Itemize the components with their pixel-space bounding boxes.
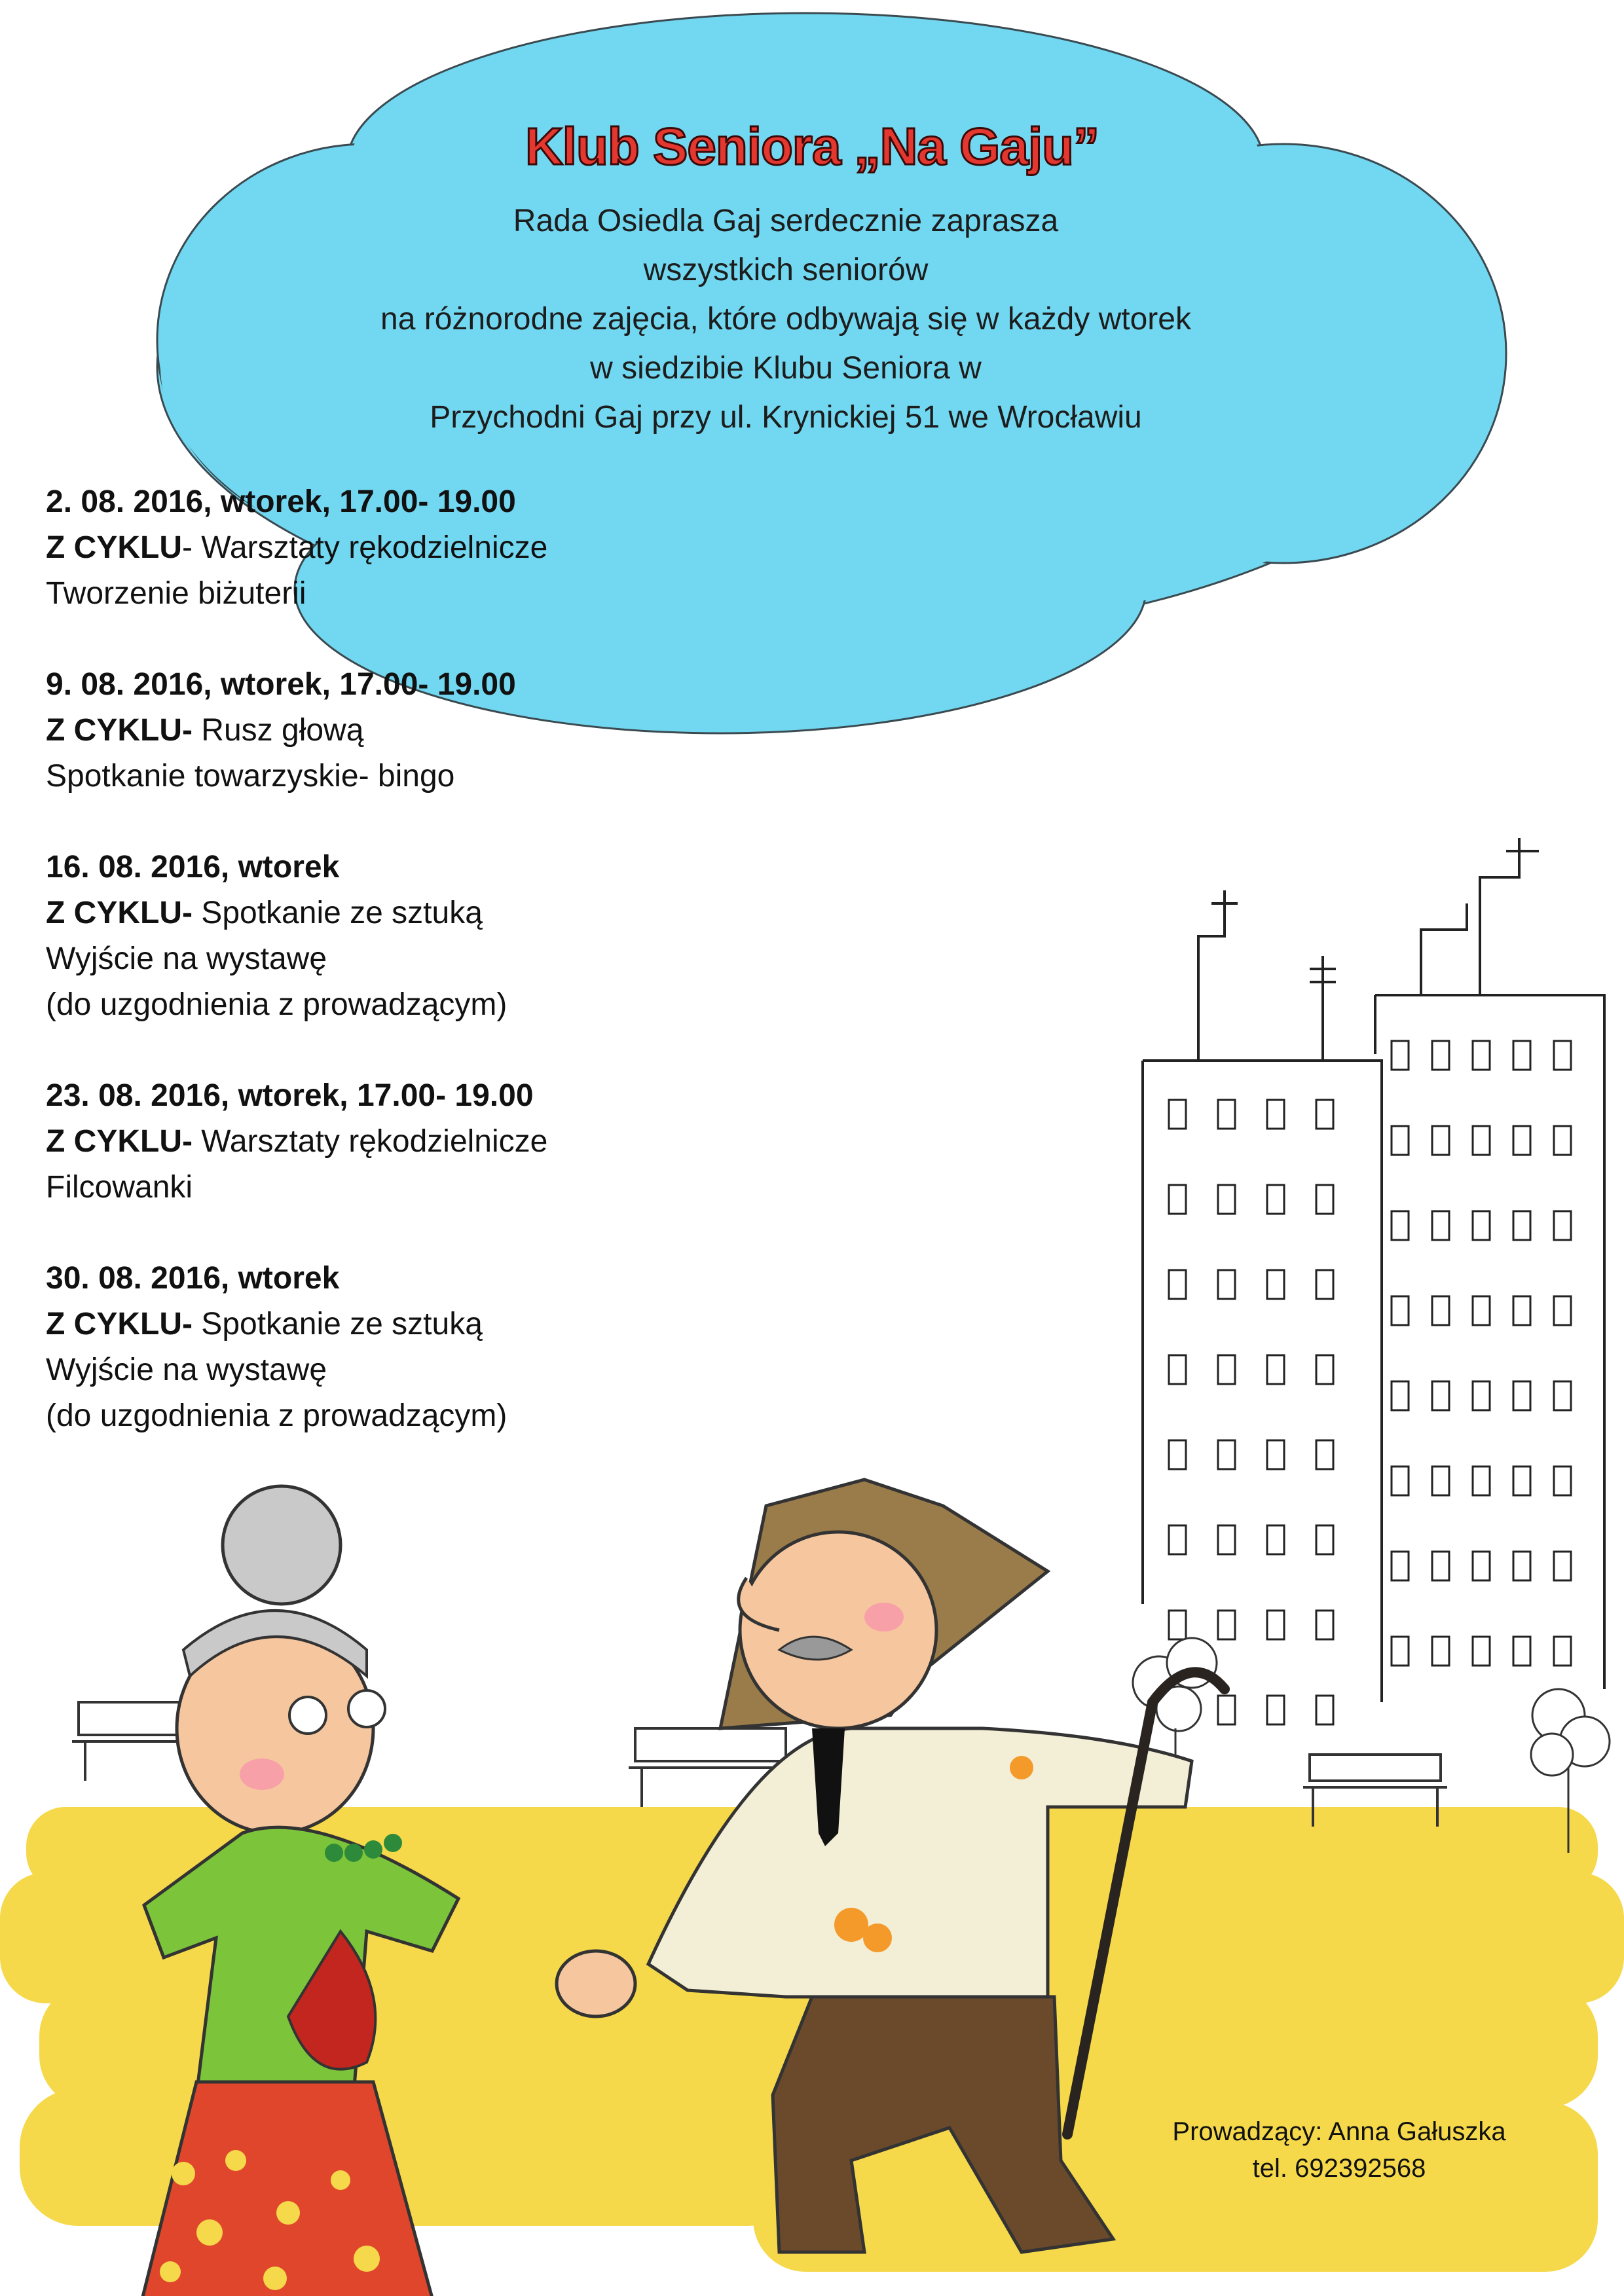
- window: [1392, 1041, 1409, 1070]
- window: [1218, 1100, 1235, 1129]
- window: [1392, 1552, 1409, 1580]
- footer-contact: [1061, 2113, 1617, 2187]
- event-item: [46, 1256, 547, 1439]
- window: [1316, 1270, 1333, 1299]
- window: [1169, 1185, 1186, 1214]
- window: [1392, 1296, 1409, 1325]
- window: [1267, 1270, 1284, 1299]
- window: [1316, 1185, 1333, 1214]
- host-phone: tel. 692392568: [1252, 2154, 1426, 2183]
- window: [1554, 1637, 1571, 1666]
- window: [1267, 1440, 1284, 1469]
- intro-line: w siedzibie Klubu Seniora w: [590, 351, 982, 386]
- event-detail: Filcowanki: [46, 1170, 193, 1205]
- event-date: 30. 08. 2016, wtorek: [46, 1261, 340, 1296]
- window: [1513, 1381, 1530, 1410]
- window: [1169, 1611, 1186, 1639]
- window: [1218, 1696, 1235, 1724]
- window: [1392, 1637, 1409, 1666]
- window: [1513, 1126, 1530, 1155]
- window: [1169, 1355, 1186, 1384]
- window: [1432, 1041, 1449, 1070]
- window: [1432, 1381, 1449, 1410]
- window: [1513, 1041, 1530, 1070]
- joined-hands: [557, 1951, 635, 2016]
- event-detail: Wyjście na wystawę: [46, 941, 327, 976]
- window: [1473, 1467, 1490, 1495]
- host-name: Prowadzący: Anna Gałuszka: [1172, 2117, 1506, 2146]
- window: [1218, 1440, 1235, 1469]
- window: [1218, 1355, 1235, 1384]
- window: [1392, 1381, 1409, 1410]
- window: [1267, 1611, 1284, 1639]
- window: [1473, 1211, 1490, 1240]
- window: [1554, 1296, 1571, 1325]
- window: [1218, 1185, 1235, 1214]
- window: [1267, 1525, 1284, 1554]
- window: [1473, 1552, 1490, 1580]
- event-date: 9. 08. 2016, wtorek, 17.00- 19.00: [46, 667, 516, 702]
- event-schedule: [46, 479, 547, 1484]
- window: [1316, 1525, 1333, 1554]
- window: [1267, 1185, 1284, 1214]
- series-label: Z CYKLU: [46, 530, 182, 565]
- window: [1392, 1467, 1409, 1495]
- window: [1473, 1637, 1490, 1666]
- event-detail: Wyjście na wystawę: [46, 1353, 327, 1387]
- window: [1554, 1381, 1571, 1410]
- window: [1169, 1270, 1186, 1299]
- window: [1473, 1296, 1490, 1325]
- series-label: Z CYKLU-: [46, 1124, 193, 1159]
- series-name: - Warsztaty rękodzielnicze: [181, 530, 548, 565]
- event-item: [46, 479, 547, 617]
- event-item: [46, 845, 547, 1028]
- window: [1513, 1552, 1530, 1580]
- intro-line: na różnorodne zajęcia, które odbywają się w każdy wtorek: [380, 302, 1191, 337]
- window: [1554, 1211, 1571, 1240]
- window: [1316, 1440, 1333, 1469]
- series-name: Spotkanie ze sztuką: [192, 896, 483, 930]
- event-detail: (do uzgodnienia z prowadzącym): [46, 987, 507, 1022]
- series-label: Z CYKLU-: [46, 713, 193, 748]
- window: [1316, 1100, 1333, 1129]
- series-name: Spotkanie ze sztuką: [192, 1307, 483, 1341]
- window: [1473, 1041, 1490, 1070]
- window: [1554, 1467, 1571, 1495]
- window: [1169, 1440, 1186, 1469]
- building-windows: [1169, 1041, 1571, 1724]
- window: [1432, 1552, 1449, 1580]
- window: [1392, 1211, 1409, 1240]
- window: [1392, 1126, 1409, 1155]
- window: [1267, 1696, 1284, 1724]
- series-name: Rusz głową: [192, 713, 364, 748]
- apartment-buildings: [1143, 838, 1604, 1702]
- window: [1513, 1296, 1530, 1325]
- series-name: Warsztaty rękodzielnicze: [192, 1124, 548, 1159]
- window: [1169, 1525, 1186, 1554]
- event-series: [46, 525, 547, 571]
- window: [1316, 1696, 1333, 1724]
- intro-line: wszystkich seniorów: [643, 253, 929, 287]
- event-series: [46, 1302, 547, 1347]
- window: [1316, 1355, 1333, 1384]
- window: [1218, 1611, 1235, 1639]
- event-detail: (do uzgodnienia z prowadzącym): [46, 1398, 507, 1433]
- event-detail: Tworzenie biżuterii: [46, 576, 306, 611]
- event-series: [46, 890, 547, 936]
- series-label: Z CYKLU-: [46, 1307, 193, 1341]
- club-title: Klub Seniora „Na Gaju”: [525, 117, 1099, 175]
- window: [1218, 1525, 1235, 1554]
- series-label: Z CYKLU-: [46, 896, 193, 930]
- event-series: [46, 1119, 547, 1165]
- window: [1169, 1100, 1186, 1129]
- window: [1316, 1611, 1333, 1639]
- window: [1218, 1270, 1235, 1299]
- window: [1432, 1296, 1449, 1325]
- window: [1554, 1552, 1571, 1580]
- window: [1432, 1126, 1449, 1155]
- window: [1267, 1100, 1284, 1129]
- event-date: 2. 08. 2016, wtorek, 17.00- 19.00: [46, 484, 516, 519]
- event-date: 23. 08. 2016, wtorek, 17.00- 19.00: [46, 1078, 534, 1113]
- event-item: [46, 662, 547, 799]
- event-item: [46, 1073, 547, 1211]
- event-series: [46, 708, 547, 754]
- event-date: 16. 08. 2016, wtorek: [46, 850, 340, 884]
- window: [1554, 1126, 1571, 1155]
- intro-line: Rada Osiedla Gaj serdecznie zaprasza: [513, 204, 1059, 238]
- intro-text: [210, 196, 1362, 442]
- window: [1473, 1381, 1490, 1410]
- window: [1432, 1637, 1449, 1666]
- window: [1267, 1355, 1284, 1384]
- intro-line: Przychodni Gaj przy ul. Krynickiej 51 we Wrocławiu: [430, 400, 1142, 435]
- window: [1432, 1467, 1449, 1495]
- window: [1473, 1126, 1490, 1155]
- window: [1513, 1467, 1530, 1495]
- event-detail: Spotkanie towarzyskie- bingo: [46, 759, 455, 793]
- window: [1432, 1211, 1449, 1240]
- window: [1513, 1211, 1530, 1240]
- window: [1554, 1041, 1571, 1070]
- window: [1513, 1637, 1530, 1666]
